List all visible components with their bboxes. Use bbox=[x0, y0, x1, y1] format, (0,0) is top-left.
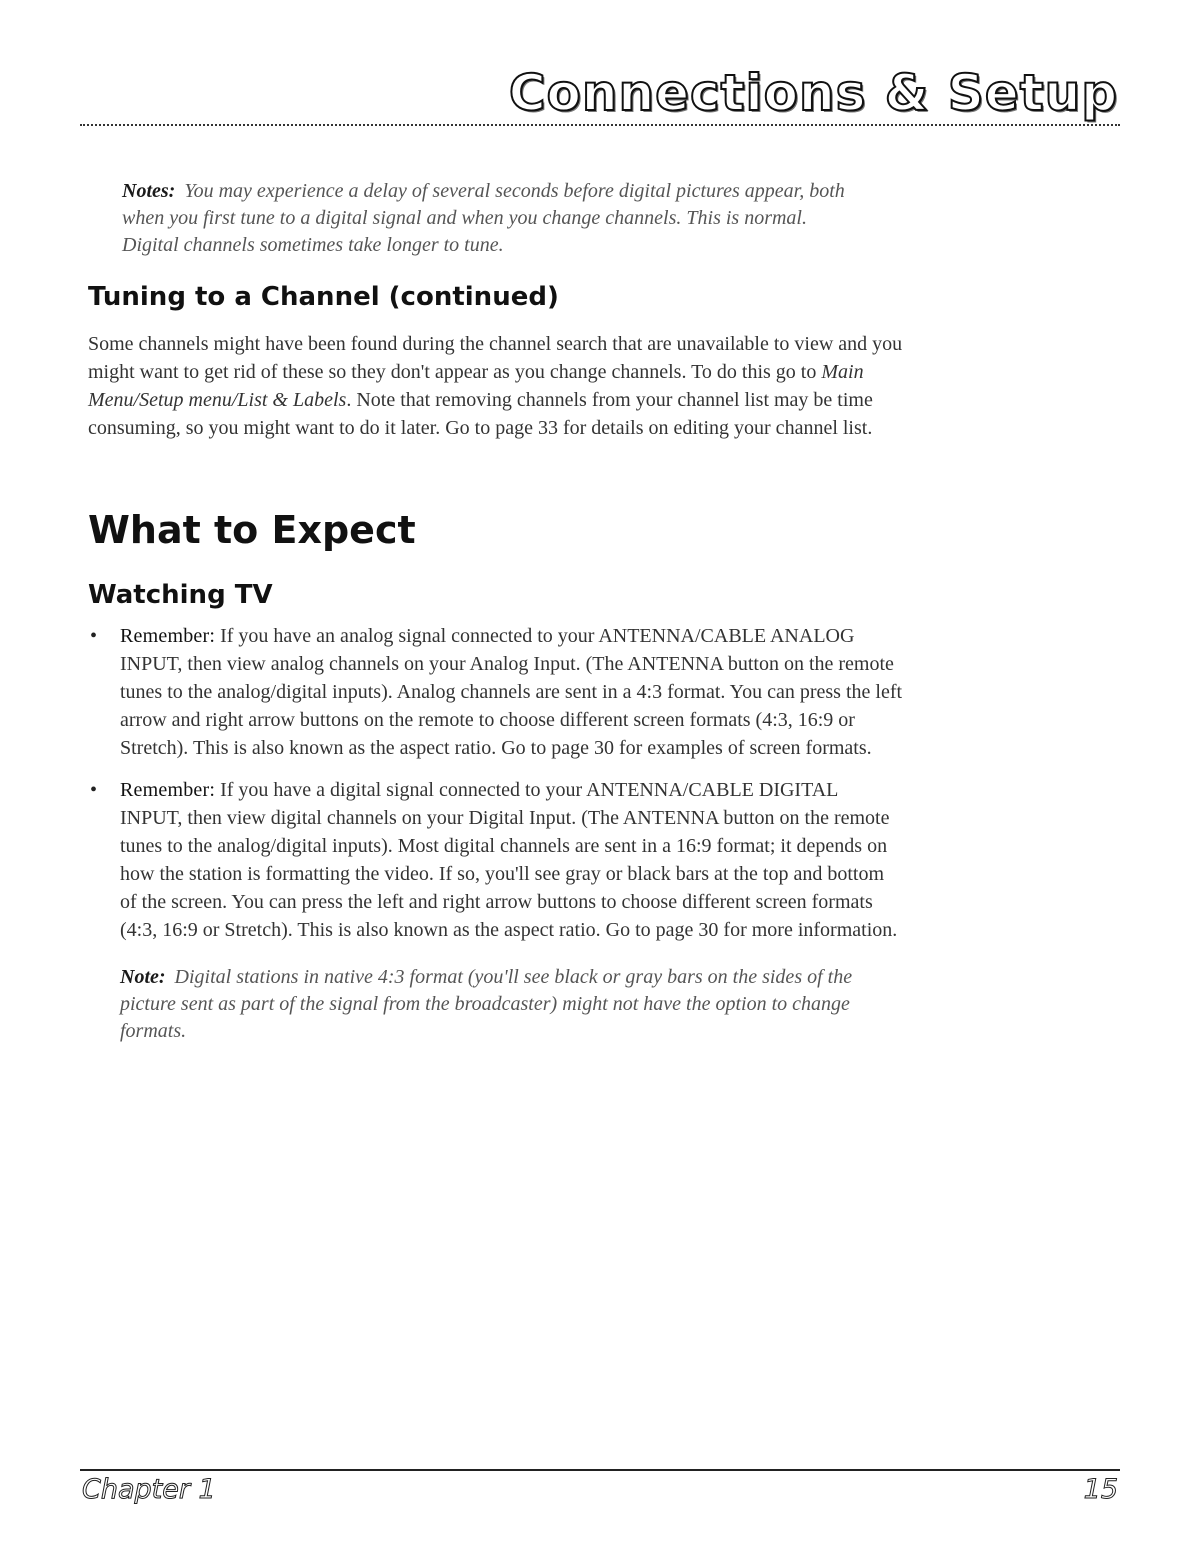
menu-path: Main Menu/Setup menu/List & Labels bbox=[88, 361, 864, 411]
tuning-text-before: Some channels might have been found during the channel search that are unavailable to view and you might want to get rid of these so they don't appear as you change channels. To do this go to bbox=[88, 333, 903, 383]
bullet-text: If you have an analog signal connected to your ANTENNA/CABLE ANALOG INPUT, then view analog channels on your Analog Input. (The ANTENNA button on the remote tunes to the analog/digital inputs). Analog channels are sent in a 4:3 format. You can press the left arrow and right arrow buttons on the remote to choose different screen formats (4:3, 16:9 or Stretch). This is also known as the aspect ratio. Go to page 30 for examples of screen formats. bbox=[120, 625, 903, 759]
list-item bbox=[88, 622, 903, 762]
tuning-paragraph bbox=[88, 330, 903, 442]
footer-divider bbox=[80, 1469, 1120, 1471]
section-heading-tuning: Tuning to a Channel (continued) bbox=[88, 282, 559, 312]
bullet-text: If you have a digital signal connected to your ANTENNA/CABLE DIGITAL INPUT, then view digital channels on your Digital Input. (The ANTENNA button on the remote tunes to the analog/digital inputs). Most digital channels are sent in a 16:9 format; it depends on how the station is formatting the video. If so, you'll see gray or black bars at the top and bottom of the screen. You can press the left and right arrow buttons to choose different screen formats (4:3, 16:9 or Stretch). This is also known as the aspect ratio. Go to page 30 for more information. bbox=[120, 779, 898, 941]
footer-page-number: 15 bbox=[1083, 1474, 1118, 1505]
bullet-list bbox=[88, 622, 903, 958]
notes-label: Notes: bbox=[122, 180, 176, 202]
note-label: Note: bbox=[120, 966, 166, 988]
list-item bbox=[88, 776, 903, 944]
bullet-icon: • bbox=[90, 779, 98, 801]
note-block bbox=[120, 964, 900, 1045]
page-header-title: Connections & Setup bbox=[508, 64, 1118, 122]
notes-block bbox=[122, 178, 862, 259]
subheading-watching-tv: Watching TV bbox=[88, 580, 273, 610]
notes-text: You may experience a delay of several seconds before digital pictures appear, both when you first tune to a digital signal and when you change channels. This is normal. Digital channels sometimes take longer to tune. bbox=[122, 180, 845, 256]
section-heading-what-to-expect: What to Expect bbox=[88, 508, 416, 552]
note-text: Digital stations in native 4:3 format (you'll see black or gray bars on the sides of the picture sent as part of the signal from the broadcaster) might not have the option to change formats. bbox=[120, 966, 853, 1042]
tuning-text-after: . Note that removing channels from your channel list may be time consuming, so you might want to do it later. Go to page 33 for details on editing your channel list. bbox=[88, 389, 873, 439]
bullet-lead: Remember: bbox=[120, 625, 216, 647]
header-divider bbox=[80, 124, 1120, 126]
bullet-lead: Remember: bbox=[120, 779, 216, 801]
bullet-icon: • bbox=[90, 625, 98, 647]
footer-chapter: Chapter 1 bbox=[82, 1474, 216, 1505]
